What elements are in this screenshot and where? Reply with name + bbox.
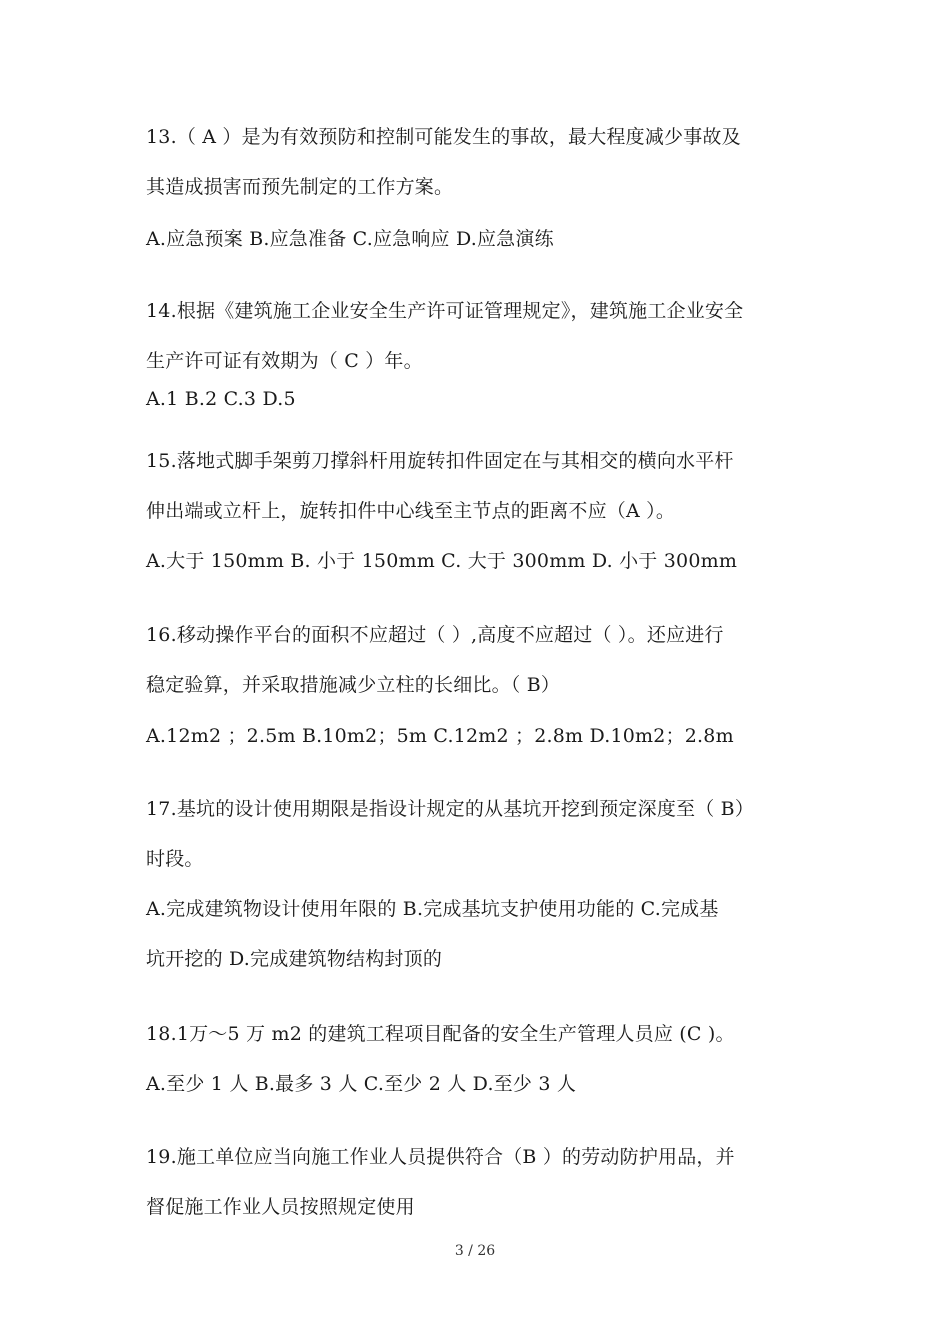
question-14-line-2: 生产许可证有效期为（ C ）年。 xyxy=(146,350,423,372)
question-18-line-1: 18.1万～5 万 m2 的建筑工程项目配备的安全生产管理人员应 (C )。 xyxy=(146,1023,735,1045)
question-14-options: A.1 B.2 C.3 D.5 xyxy=(146,388,296,410)
question-14-line-1: 14.根据《建筑施工企业安全生产许可证管理规定》，建筑施工企业安全 xyxy=(146,300,744,322)
question-16-line-1: 16.移动操作平台的面积不应超过（ ）,高度不应超过（ ）。还应进行 xyxy=(146,624,724,646)
question-13-options: A.应急预案 B.应急准备 C.应急响应 D.应急演练 xyxy=(146,228,554,250)
question-13-line-1: 13.（ A ）是为有效预防和控制可能发生的事故，最大程度减少事故及 xyxy=(146,126,741,148)
question-17-line-2: 时段。 xyxy=(146,848,204,870)
question-19-line-1: 19.施工单位应当向施工作业人员提供符合（B ）的劳动防护用品，并 xyxy=(146,1146,735,1168)
question-13-line-2: 其造成损害而预先制定的工作方案。 xyxy=(146,176,454,198)
question-15-options: A.大于 150mm B. 小于 150mm C. 大于 300mm D. 小于 300mm xyxy=(146,550,738,572)
question-16-options: A.12m2 ；2.5m B.10m2；5m C.12m2 ；2.8m D.10m2；2.8m xyxy=(146,725,734,747)
question-15-line-1: 15.落地式脚手架剪刀撑斜杆用旋转扣件固定在与其相交的横向水平杆 xyxy=(146,450,734,472)
question-19-line-2: 督促施工作业人员按照规定使用 xyxy=(146,1196,415,1218)
question-17-options-line-2: 坑开挖的 D.完成建筑物结构封顶的 xyxy=(146,948,443,970)
question-15-line-2: 伸出端或立杆上，旋转扣件中心线至主节点的距离不应（A ）。 xyxy=(146,500,676,522)
question-16-line-2: 稳定验算，并采取措施减少立柱的长细比。（ B） xyxy=(146,674,561,696)
page-indicator: 3 / 26 xyxy=(454,1243,496,1259)
question-18-options: A.至少 1 人 B.最多 3 人 C.至少 2 人 D.至少 3 人 xyxy=(146,1073,577,1095)
question-17-line-1: 17.基坑的设计使用期限是指设计规定的从基坑开挖到预定深度至（ B） xyxy=(146,798,755,820)
question-17-options-line-1: A.完成建筑物设计使用年限的 B.完成基坑支护使用功能的 C.完成基 xyxy=(146,898,719,920)
